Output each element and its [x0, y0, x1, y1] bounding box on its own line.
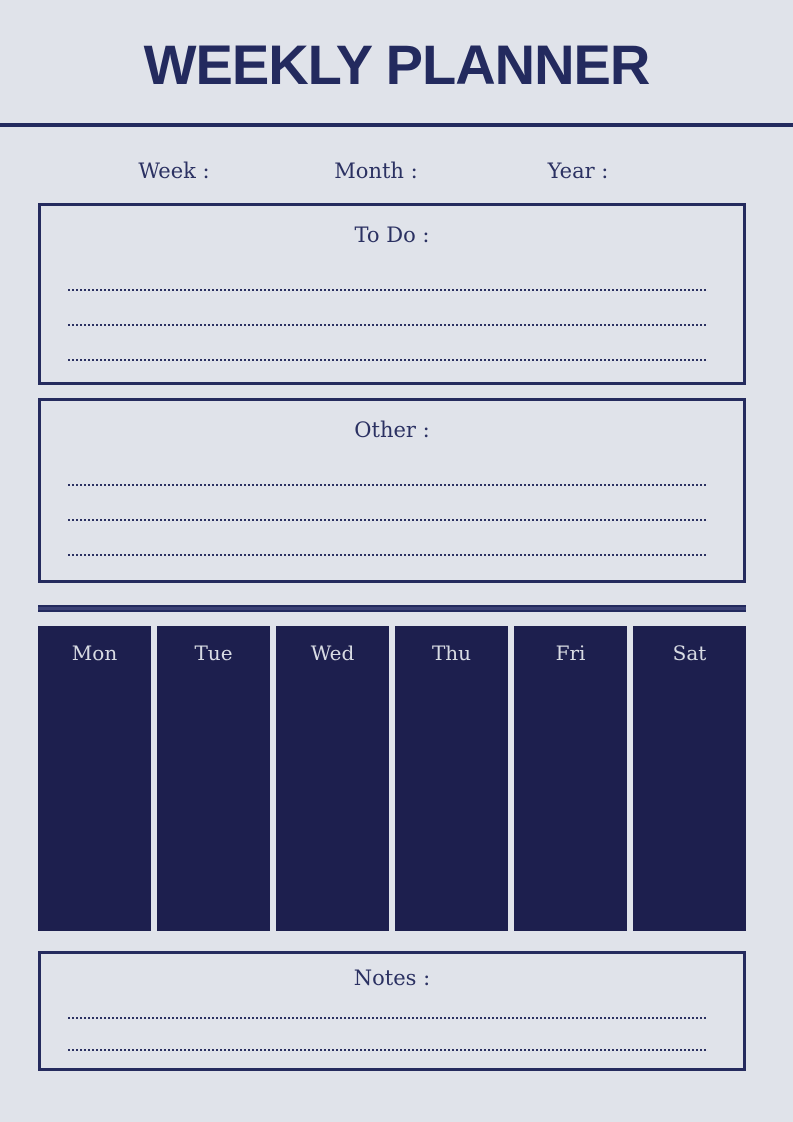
other-box	[38, 398, 746, 583]
day-label: Fri	[555, 641, 586, 665]
writing-line	[68, 324, 708, 326]
todo-box	[38, 203, 746, 385]
day-column-tue	[157, 626, 270, 931]
day-label: Mon	[71, 641, 118, 665]
day-columns-row	[38, 626, 746, 931]
day-label: Tue	[194, 641, 233, 665]
page-title: WEEKLY PLANNER	[143, 33, 650, 96]
writing-line	[68, 554, 708, 556]
day-label: Thu	[431, 641, 472, 665]
day-column-thu	[395, 626, 508, 931]
todo-title: To Do :	[354, 223, 430, 247]
writing-line	[68, 484, 708, 486]
day-label: Wed	[310, 641, 355, 665]
writing-line	[68, 519, 708, 521]
day-column-sat	[633, 626, 746, 931]
day-column-wed	[276, 626, 389, 931]
writing-line	[68, 289, 708, 291]
day-column-mon	[38, 626, 151, 931]
writing-line	[68, 1017, 708, 1019]
year-field-label: Year :	[547, 159, 609, 183]
day-label: Sat	[672, 641, 707, 665]
page-header	[0, 0, 793, 127]
other-title: Other :	[354, 418, 430, 442]
writing-line	[68, 1049, 708, 1051]
section-divider-bar	[38, 605, 746, 612]
date-fields-row	[73, 158, 679, 184]
day-column-fri	[514, 626, 627, 931]
header-divider-line	[0, 123, 793, 127]
writing-line	[68, 359, 708, 361]
notes-box	[38, 951, 746, 1071]
week-field-label: Week :	[138, 159, 210, 183]
notes-title: Notes :	[353, 966, 431, 990]
month-field-label: Month :	[334, 159, 418, 183]
